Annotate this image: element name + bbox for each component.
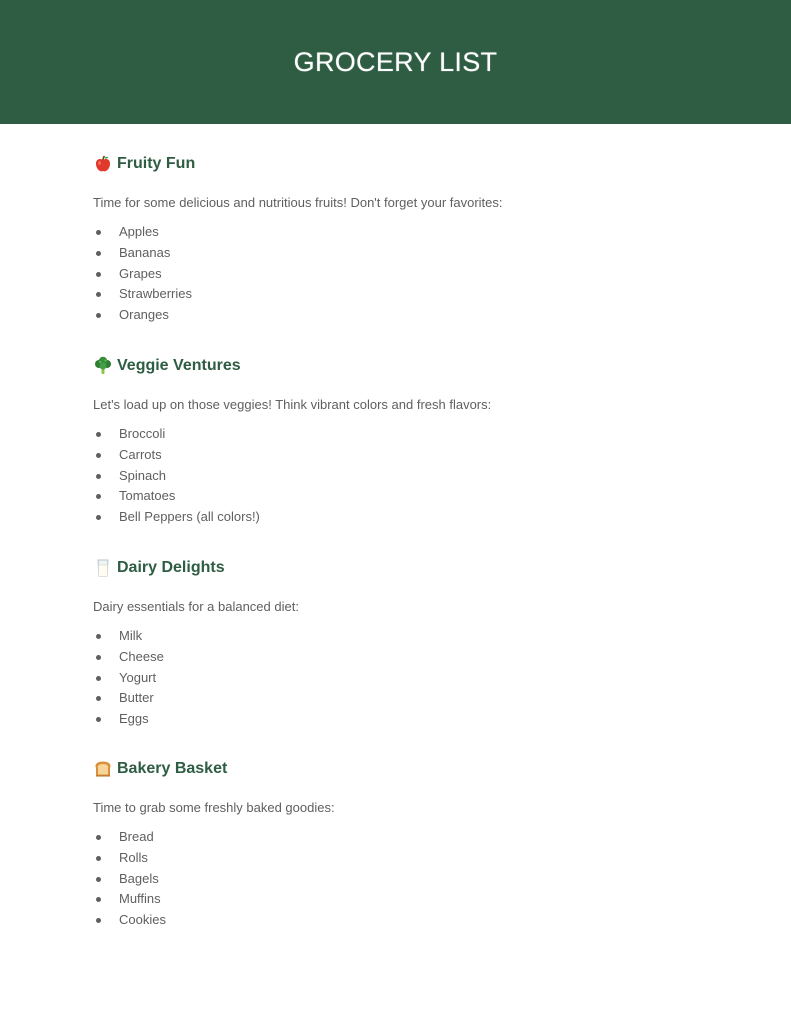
section-heading xyxy=(93,755,713,783)
item-label: Apples xyxy=(119,224,159,239)
item-label: Yogurt xyxy=(119,669,157,685)
item-label: Bananas xyxy=(119,244,171,260)
section-title: Bakery Basket xyxy=(117,760,228,777)
list-item xyxy=(93,709,713,730)
section-description: Time to grab some freshly baked goodies: xyxy=(93,800,335,815)
apple-icon xyxy=(93,154,113,174)
bullet-icon xyxy=(96,835,101,840)
section-description: Dairy essentials for a balanced diet: xyxy=(93,599,299,614)
list-item xyxy=(93,284,713,305)
bullet-icon xyxy=(96,877,101,882)
bullet-icon xyxy=(96,856,101,861)
list-item xyxy=(93,424,713,445)
bullet-icon xyxy=(96,918,101,923)
item-label: Rolls xyxy=(119,849,148,865)
list-item xyxy=(93,647,713,668)
item-list xyxy=(93,222,713,326)
list-item xyxy=(93,910,713,931)
item-label: Grapes xyxy=(119,265,162,281)
item-label: Bread xyxy=(119,829,154,844)
item-list xyxy=(93,626,713,730)
item-label: Milk xyxy=(119,628,143,643)
item-label: Carrots xyxy=(119,446,162,462)
list-item xyxy=(93,869,713,890)
item-list xyxy=(93,827,713,931)
section-title: Dairy Delights xyxy=(117,559,225,576)
page-title: GROCERY LIST xyxy=(293,46,498,77)
list-item xyxy=(93,305,713,326)
list-item xyxy=(93,243,713,264)
list-item xyxy=(93,466,713,487)
list-item xyxy=(93,222,713,243)
bullet-icon xyxy=(96,696,101,701)
broccoli-icon xyxy=(93,356,113,376)
bullet-icon xyxy=(96,251,101,256)
section-title: Fruity Fun xyxy=(117,155,196,172)
section-heading xyxy=(93,554,713,582)
bullet-icon xyxy=(96,474,101,479)
list-item xyxy=(93,486,713,507)
list-item xyxy=(93,445,713,466)
bullet-icon xyxy=(96,494,101,499)
bullet-icon xyxy=(96,272,101,277)
section-description: Time for some delicious and nutritious fruits! Don't forget your favorites: xyxy=(93,195,503,210)
bullet-icon xyxy=(96,230,101,235)
bullet-icon xyxy=(96,655,101,660)
list-item xyxy=(93,626,713,647)
section-description: Let's load up on those veggies! Think vibrant colors and fresh flavors: xyxy=(93,397,492,412)
item-label: Eggs xyxy=(119,711,149,727)
list-item xyxy=(93,889,713,910)
title-banner xyxy=(0,0,791,124)
list-item xyxy=(93,848,713,869)
bread-icon xyxy=(93,759,113,779)
bullet-icon xyxy=(96,453,101,458)
list-item xyxy=(93,827,713,848)
item-label: Broccoli xyxy=(119,426,166,441)
section-veggie-ventures xyxy=(93,352,713,528)
item-label: Muffins xyxy=(119,891,161,907)
bullet-icon xyxy=(96,634,101,639)
bullet-icon xyxy=(96,292,101,297)
section-dairy-delights xyxy=(93,554,713,730)
list-item xyxy=(93,507,713,528)
item-label: Tomatoes xyxy=(119,488,176,504)
item-label: Spinach xyxy=(119,467,166,483)
item-label: Oranges xyxy=(119,307,169,323)
list-item xyxy=(93,264,713,285)
section-heading xyxy=(93,150,713,178)
list-item xyxy=(93,688,713,709)
item-label: Cookies xyxy=(119,912,166,928)
section-bakery-basket xyxy=(93,755,713,931)
bullet-icon xyxy=(96,897,101,902)
item-list xyxy=(93,424,713,528)
item-label: Bell Peppers (all colors!) xyxy=(119,509,260,525)
item-label: Bagels xyxy=(119,870,159,886)
bullet-icon xyxy=(96,717,101,722)
section-title: Veggie Ventures xyxy=(117,357,241,374)
item-label: Strawberries xyxy=(119,286,192,302)
section-fruity-fun xyxy=(93,150,713,326)
list-item xyxy=(93,668,713,689)
bullet-icon xyxy=(96,676,101,681)
bullet-icon xyxy=(96,515,101,520)
milk-glass-icon xyxy=(93,558,113,578)
bullet-icon xyxy=(96,313,101,318)
bullet-icon xyxy=(96,432,101,437)
item-label: Butter xyxy=(119,690,154,706)
section-heading xyxy=(93,352,713,380)
item-label: Cheese xyxy=(119,648,164,664)
